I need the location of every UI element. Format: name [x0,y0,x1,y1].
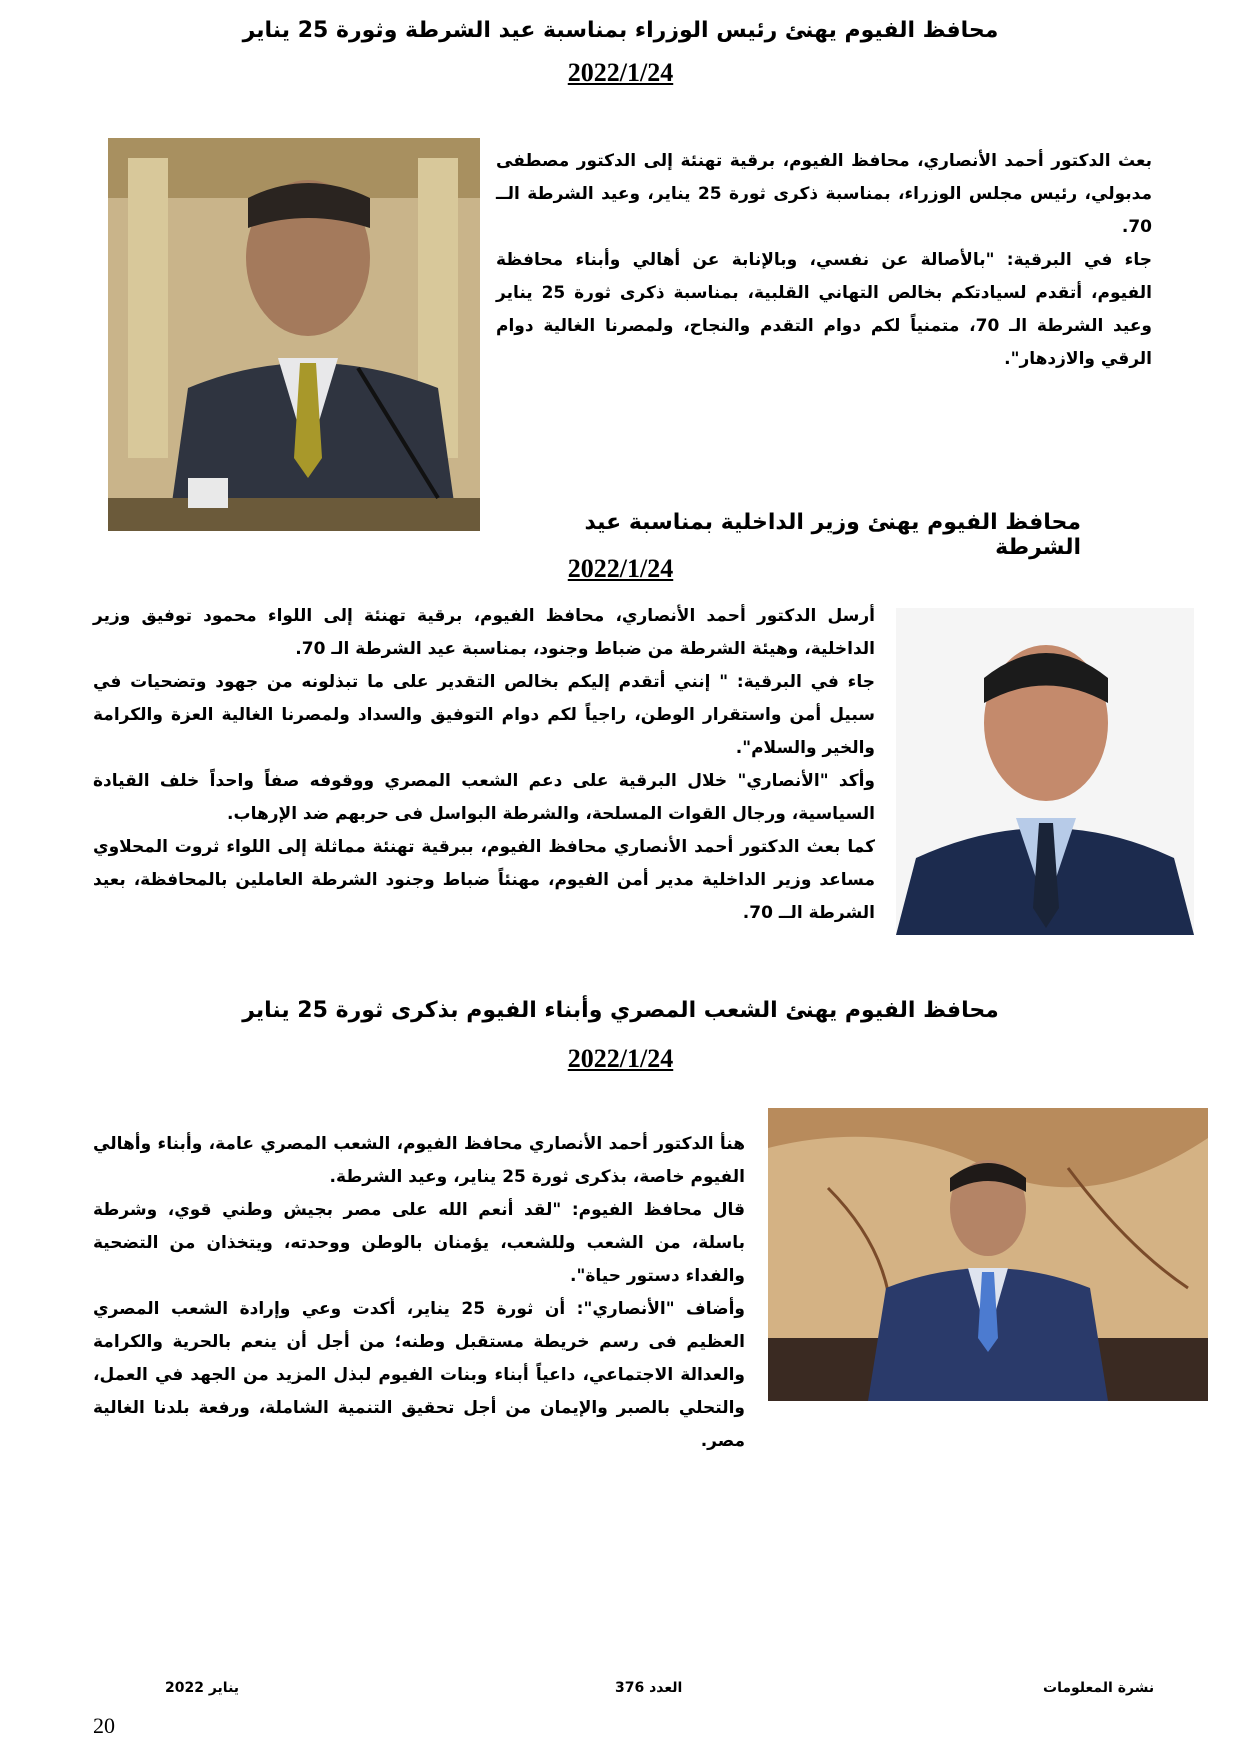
footer-issue: العدد 376 [615,1680,683,1696]
article3-paragraph: قال محافظ الفيوم: "لقد أنعم الله على مصر بجيش وطني قوي، وشرطة باسلة، من الشعب وللشعب، يؤمنان بالوطن ووحدته، ويتخذان من التضحية والفداء دستور حياة". [93,1200,745,1286]
article2-paragraph: كما بعث الدكتور أحمد الأنصاري محافظ الفيوم، ببرقية تهنئة مماثلة إلى اللواء ثروت المحلاوي مساعد وزير الداخلية مدير أمن الفيوم، مهنئاً ضباط وجنود الشرطة العاملين بالمحافظة، بعيد الشرطة الــ 70. [93,837,875,923]
article1-paragraph: بعث الدكتور أحمد الأنصاري، محافظ الفيوم، برقية تهنئة إلى الدكتور مصطفى مدبولي، رئيس مجلس الوزراء، بمناسبة ذكرى ثورة 25 يناير، وعيد الشرطة الــ 70. [496,151,1152,237]
article1-title: محافظ الفيوم يهنئ رئيس الوزراء بمناسبة عيد الشرطة وثورة 25 يناير [242,18,999,43]
prime-minister-image [108,138,480,531]
interior-minister-photo [896,608,1194,935]
article2-title: محافظ الفيوم يهنئ وزير الداخلية بمناسبة عيد الشرطة [584,510,1081,560]
article3-title: محافظ الفيوم يهنئ الشعب المصري وأبناء الفيوم بذكرى ثورة 25 يناير [242,998,999,1023]
page-number: 20 [93,1713,115,1738]
governor-photo [768,1108,1208,1401]
governor-image [768,1108,1208,1401]
article2-paragraph: وأكد "الأنصاري" خلال البرقية على دعم الشعب المصري ووقوفه صفاً واحداً خلف القيادة السياسية، ورجال القوات المسلحة، والشرطة البواسل فى حربهم ضد الإرهاب. [93,771,875,824]
article2-paragraph: جاء في البرقية: " إنني أتقدم إليكم بخالص التقدير على ما تبذلونه من جهود وتضحيات في سبيل أمن واستقرار الوطن، راجياً لكم دوام التوفيق والسداد ولمصرنا الغالية العزة والكرامة والخير والسلام". [93,672,875,758]
article2-paragraph: أرسل الدكتور أحمد الأنصاري، محافظ الفيوم، برقية تهنئة إلى اللواء محمود توفيق وزير الداخلية، وهيئة الشرطة من ضباط وجنود، بمناسبة عيد الشرطة الـ 70. [93,606,875,659]
article1-paragraph: جاء في البرقية: "بالأصالة عن نفسي، وبالإنابة عن أهالي وأبناء محافظة الفيوم، أتقدم لسيادتكم بخالص التهاني القلبية، بمناسبة ذكرى ثورة 25 يناير وعيد الشرطة الـ 70، متمنياً لكم دوام التقدم والنجاح، ولمصرنا الغالية دوام الرقي والازدهار". [496,250,1152,369]
article3-paragraph: وأضاف "الأنصاري": أن ثورة 25 يناير، أكدت وعي وإرادة الشعب المصري العظيم فى رسم خريطة مستقبل وطنه؛ من أجل أن ينعم بالحرية والكرامة والعدالة الاجتماعي، داعياً أبناء وبنات الفيوم لبذل المزيد من الجهد في العمل، والتحلي بالصبر والإيمان من أجل تحقيق التنمية الشاملة، ورفعة بلدنا الغالية مصر. [93,1299,745,1451]
article2-date: 2022/1/24 [567,554,674,583]
footer-month: يناير 2022 [165,1680,240,1696]
article2-body [93,600,875,930]
article3-body [93,1128,745,1458]
article3-paragraph: هنأ الدكتور أحمد الأنصاري محافظ الفيوم، الشعب المصري عامة، وأبناء وأهالي الفيوم خاصة، بذكرى ثورة 25 يناير، وعيد الشرطة. [93,1134,745,1187]
footer-publication: نشرة المعلومات [1043,1680,1155,1696]
prime-minister-photo [108,138,480,531]
interior-minister-image [896,608,1194,935]
article1-body [496,145,1152,376]
article3-date: 2022/1/24 [567,1044,674,1073]
article1-date: 2022/1/24 [567,58,674,87]
